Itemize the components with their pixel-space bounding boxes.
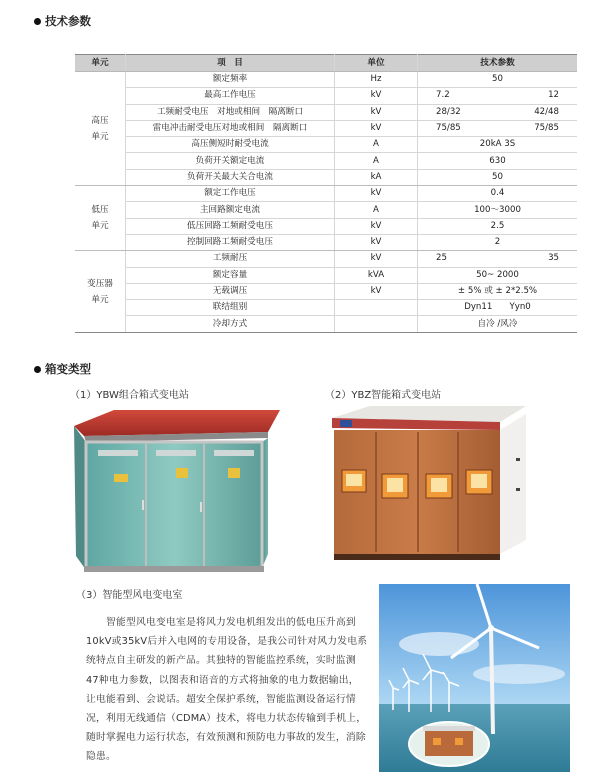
value-part: 42/48: [534, 106, 559, 117]
value-part: 35: [548, 253, 559, 264]
table-row: [75, 104, 577, 120]
item-cell: 额定容量: [126, 267, 335, 283]
value-cell: [418, 104, 578, 120]
item-cell: 额定工作电压: [126, 186, 335, 202]
bullet-icon: [34, 18, 41, 25]
unit-cell: kV: [335, 120, 418, 136]
item-cell: 工频耐受电压 对地或相间 隔离断口: [126, 104, 335, 120]
item-cell: 低压回路工频耐受电压: [126, 218, 335, 234]
value-cell: 50: [418, 72, 578, 88]
table-row: [75, 251, 577, 267]
value-cell: 2: [418, 234, 578, 250]
header-item: 项 目: [126, 55, 335, 72]
item-cell: 高压侧短时耐受电流: [126, 137, 335, 153]
bullet-icon: [34, 366, 41, 373]
unit-cell: kV: [335, 88, 418, 104]
unit-cell: kV: [335, 218, 418, 234]
value-part: 75/85: [534, 123, 559, 134]
unit-group-cell: 低压 单元: [75, 186, 126, 251]
unit-cell: kV: [335, 104, 418, 120]
table-row: [75, 88, 577, 104]
table-row: [75, 169, 577, 185]
unit-cell: A: [335, 137, 418, 153]
unit-cell: [335, 300, 418, 316]
unit-cell: kVA: [335, 267, 418, 283]
header-unit: 单位: [335, 55, 418, 72]
table-header-row: [75, 55, 577, 72]
table-row: [75, 300, 577, 316]
product2-caption: （2）YBZ智能箱式变电站: [325, 390, 442, 401]
value-cell: [418, 251, 578, 267]
value-cell: 2.5: [418, 218, 578, 234]
item-cell: 联结组别: [126, 300, 335, 316]
item-cell: 负荷开关额定电流: [126, 153, 335, 169]
types-section-title: 箱变类型: [34, 361, 91, 377]
value-part: 28/32: [436, 106, 461, 117]
ybz-substation-image: [330, 404, 530, 566]
value-cell: 20kA 3S: [418, 137, 578, 153]
item-cell: 无载调压: [126, 283, 335, 299]
value-cell: Dyn11 Yyn0: [418, 300, 578, 316]
value-cell: 50: [418, 169, 578, 185]
table-row: [75, 72, 577, 88]
unit-cell: kV: [335, 186, 418, 202]
table-row: [75, 234, 577, 250]
table-row: [75, 153, 577, 169]
value-part: 75/85: [436, 123, 461, 134]
wind-farm-image: [379, 584, 570, 772]
table-row: [75, 283, 577, 299]
value-part: 7.2: [436, 90, 450, 101]
product1-caption: （1）YBW组合箱式变电站: [70, 390, 189, 401]
value-cell: [418, 120, 578, 136]
item-cell: 额定频率: [126, 72, 335, 88]
value-part: 12: [548, 90, 559, 101]
table-row: [75, 316, 577, 332]
item-cell: 控制回路工频耐受电压: [126, 234, 335, 250]
unit-cell: kA: [335, 169, 418, 185]
item-cell: 工频耐压: [126, 251, 335, 267]
item-cell: 主回路额定电流: [126, 202, 335, 218]
value-cell: 100～3000: [418, 202, 578, 218]
item-cell: 最高工作电压: [126, 88, 335, 104]
unit-group-cell: 变压器 单元: [75, 251, 126, 332]
value-part: 25: [436, 253, 447, 264]
item-cell: 负荷开关最大关合电流: [126, 169, 335, 185]
unit-group-cell: 高压 单元: [75, 72, 126, 186]
item-cell: 冷却方式: [126, 316, 335, 332]
unit-cell: [335, 316, 418, 332]
unit-cell: kV: [335, 251, 418, 267]
header-params: 技术参数: [418, 55, 578, 72]
table-row: [75, 137, 577, 153]
value-cell: 50~ 2000: [418, 267, 578, 283]
specs-section-title: 技术参数: [34, 13, 91, 29]
unit-cell: kV: [335, 234, 418, 250]
value-cell: [418, 88, 578, 104]
value-cell: 0.4: [418, 186, 578, 202]
table-row: [75, 218, 577, 234]
header-unit-group: 单元: [75, 55, 126, 72]
unit-cell: kV: [335, 283, 418, 299]
ybw-substation-image: [68, 404, 284, 576]
value-cell: 630: [418, 153, 578, 169]
value-cell: 自冷 /风冷: [418, 316, 578, 332]
value-cell: ± 5% 或 ± 2*2.5%: [418, 283, 578, 299]
unit-cell: A: [335, 202, 418, 218]
table-row: [75, 120, 577, 136]
product3-description: 智能型风电变电室是将风力发电机组发出的低电压升高到10kV或35kV后并入电网的专用设备，是我公司针对风力发电系统特点自主研发的新产品。其独特的智能监控系统，实时监测47种电力参数，以图表和语音的方式将抽象的电力数据输出，让电能看到、会说话。超安全保护系统，智能监测设备运行情况，利用无线通信（CDMA）技术，将电力状态传输到手机上，随时掌握电力运行状态，有效预测和预防电力事故的发生，消除隐患。: [86, 617, 368, 763]
unit-cell: Hz: [335, 72, 418, 88]
spec-table: [75, 54, 577, 333]
table-row: [75, 267, 577, 283]
table-row: [75, 186, 577, 202]
unit-cell: A: [335, 153, 418, 169]
item-cell: 雷电冲击耐受电压对地或相间 隔离断口: [126, 120, 335, 136]
table-row: [75, 202, 577, 218]
product3-caption: （3）智能型风电变电室: [76, 590, 183, 601]
